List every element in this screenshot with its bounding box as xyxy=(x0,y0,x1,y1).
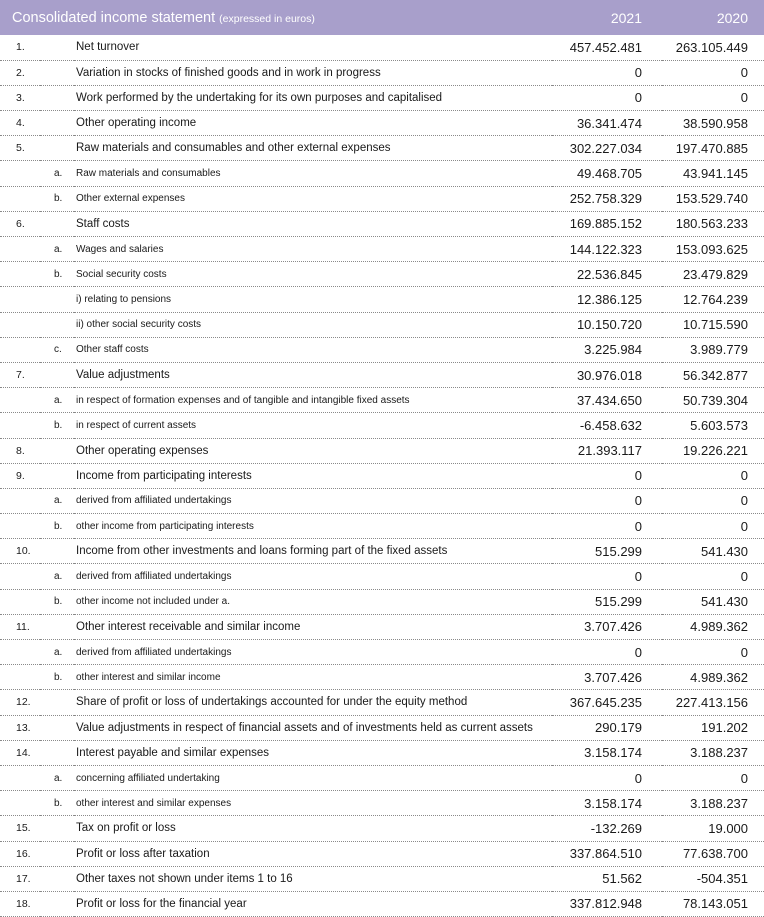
row-label: other interest and similar income xyxy=(74,665,552,690)
table-row xyxy=(0,539,764,564)
row-sub-letter: b. xyxy=(40,514,74,539)
row-label: Income from other investments and loans forming part of the fixed assets xyxy=(74,539,552,564)
value-2021: 10.150.720 xyxy=(552,312,662,337)
row-label: Social security costs xyxy=(74,262,552,287)
row-sub-letter: b. xyxy=(40,589,74,614)
value-2020: 0 xyxy=(662,488,764,513)
table-row xyxy=(0,287,764,312)
row-label: Work performed by the undertaking for its own purposes and capitalised xyxy=(74,85,552,110)
value-2021: 0 xyxy=(552,60,662,85)
value-2020: 153.529.740 xyxy=(662,186,764,211)
table-row xyxy=(0,388,764,413)
row-number: 2. xyxy=(0,60,40,85)
value-2020: 0 xyxy=(662,463,764,488)
row-sub-letter: b. xyxy=(40,262,74,287)
table-row xyxy=(0,740,764,765)
currency-note: (expressed in euros) xyxy=(219,12,315,25)
row-label: Tax on profit or loss xyxy=(74,816,552,841)
table-header xyxy=(0,0,764,35)
value-2020: 38.590.958 xyxy=(662,111,764,136)
value-2020: 153.093.625 xyxy=(662,237,764,262)
value-2021: 49.468.705 xyxy=(552,161,662,186)
table-row xyxy=(0,841,764,866)
row-label: concerning affiliated undertaking xyxy=(74,765,552,790)
row-number xyxy=(0,665,40,690)
row-sub-letter xyxy=(40,312,74,337)
value-2021: 144.122.323 xyxy=(552,237,662,262)
value-2020: 78.143.051 xyxy=(662,891,764,916)
table-row xyxy=(0,438,764,463)
row-number xyxy=(0,287,40,312)
row-label: other interest and similar expenses xyxy=(74,791,552,816)
row-sub-letter: a. xyxy=(40,564,74,589)
table-row xyxy=(0,690,764,715)
table-row xyxy=(0,715,764,740)
table-row xyxy=(0,463,764,488)
row-sub-letter xyxy=(40,539,74,564)
row-number: 17. xyxy=(0,866,40,891)
row-label: Wages and salaries xyxy=(74,237,552,262)
row-label: Raw materials and consumables and other external expenses xyxy=(74,136,552,161)
row-number xyxy=(0,514,40,539)
row-sub-letter xyxy=(40,211,74,236)
row-sub-letter xyxy=(40,841,74,866)
row-label: derived from affiliated undertakings xyxy=(74,488,552,513)
value-2021: 457.452.481 xyxy=(552,35,662,60)
table-row xyxy=(0,161,764,186)
value-2020: 5.603.573 xyxy=(662,413,764,438)
table-row xyxy=(0,514,764,539)
table-row xyxy=(0,589,764,614)
row-label: Income from participating interests xyxy=(74,463,552,488)
row-sub-letter: a. xyxy=(40,765,74,790)
row-sub-letter xyxy=(40,866,74,891)
row-number: 13. xyxy=(0,715,40,740)
row-label: Interest payable and similar expenses xyxy=(74,740,552,765)
value-2021: 302.227.034 xyxy=(552,136,662,161)
row-number xyxy=(0,237,40,262)
value-2021: 0 xyxy=(552,463,662,488)
row-label: in respect of current assets xyxy=(74,413,552,438)
value-2020: 50.739.304 xyxy=(662,388,764,413)
value-2020: 227.413.156 xyxy=(662,690,764,715)
value-2021: 337.864.510 xyxy=(552,841,662,866)
row-number xyxy=(0,337,40,362)
row-sub-letter xyxy=(40,715,74,740)
table-row xyxy=(0,262,764,287)
value-2021: 0 xyxy=(552,488,662,513)
row-number xyxy=(0,413,40,438)
table-row xyxy=(0,237,764,262)
table-row xyxy=(0,413,764,438)
row-number: 9. xyxy=(0,463,40,488)
value-2020: 3.989.779 xyxy=(662,337,764,362)
value-2021: 252.758.329 xyxy=(552,186,662,211)
row-sub-letter: a. xyxy=(40,161,74,186)
value-2020: -504.351 xyxy=(662,866,764,891)
row-sub-letter xyxy=(40,740,74,765)
value-2021: 3.158.174 xyxy=(552,791,662,816)
row-number: 10. xyxy=(0,539,40,564)
row-number: 11. xyxy=(0,614,40,639)
value-2020: 19.226.221 xyxy=(662,438,764,463)
value-2021: 0 xyxy=(552,640,662,665)
value-2020: 0 xyxy=(662,765,764,790)
row-label: Other operating expenses xyxy=(74,438,552,463)
row-sub-letter xyxy=(40,136,74,161)
value-2020: 0 xyxy=(662,514,764,539)
value-2021: 3.225.984 xyxy=(552,337,662,362)
value-2021: 290.179 xyxy=(552,715,662,740)
value-2020: 43.941.145 xyxy=(662,161,764,186)
value-2020: 263.105.449 xyxy=(662,35,764,60)
row-number xyxy=(0,640,40,665)
value-2020: 3.188.237 xyxy=(662,740,764,765)
value-2020: 0 xyxy=(662,564,764,589)
table-body xyxy=(0,35,764,917)
row-sub-letter xyxy=(40,35,74,60)
row-number xyxy=(0,388,40,413)
row-number: 3. xyxy=(0,85,40,110)
value-2020: 23.479.829 xyxy=(662,262,764,287)
row-label: in respect of formation expenses and of tangible and intangible fixed assets xyxy=(74,388,552,413)
row-sub-letter: b. xyxy=(40,186,74,211)
row-number: 18. xyxy=(0,891,40,916)
year-2021-header: 2021 xyxy=(552,0,662,35)
value-2020: 3.188.237 xyxy=(662,791,764,816)
row-label: derived from affiliated undertakings xyxy=(74,640,552,665)
table-row xyxy=(0,186,764,211)
table-row xyxy=(0,312,764,337)
row-number: 5. xyxy=(0,136,40,161)
row-sub-letter xyxy=(40,438,74,463)
year-2020-header: 2020 xyxy=(662,0,764,35)
row-number: 16. xyxy=(0,841,40,866)
header-row xyxy=(0,0,764,35)
table-row xyxy=(0,362,764,387)
row-label: Value adjustments in respect of financial assets and of investments held as current assets xyxy=(74,715,552,740)
table-row xyxy=(0,337,764,362)
value-2020: 4.989.362 xyxy=(662,614,764,639)
row-sub-letter: a. xyxy=(40,237,74,262)
row-label: Other staff costs xyxy=(74,337,552,362)
table-row xyxy=(0,665,764,690)
row-label: Net turnover xyxy=(74,35,552,60)
table-row xyxy=(0,614,764,639)
row-sub-letter: a. xyxy=(40,640,74,665)
value-2021: 337.812.948 xyxy=(552,891,662,916)
table-row xyxy=(0,35,764,60)
value-2021: 0 xyxy=(552,85,662,110)
value-2020: 0 xyxy=(662,640,764,665)
row-number: 1. xyxy=(0,35,40,60)
row-number xyxy=(0,312,40,337)
value-2021: 3.158.174 xyxy=(552,740,662,765)
row-label: Other external expenses xyxy=(74,186,552,211)
value-2021: 169.885.152 xyxy=(552,211,662,236)
row-sub-letter xyxy=(40,287,74,312)
row-sub-letter: b. xyxy=(40,665,74,690)
row-sub-letter xyxy=(40,85,74,110)
value-2020: 56.342.877 xyxy=(662,362,764,387)
table-row xyxy=(0,891,764,916)
value-2020: 19.000 xyxy=(662,816,764,841)
table-row xyxy=(0,640,764,665)
statement-title-text: Consolidated income statement xyxy=(12,9,216,26)
row-sub-letter xyxy=(40,690,74,715)
value-2020: 10.715.590 xyxy=(662,312,764,337)
value-2020: 180.563.233 xyxy=(662,211,764,236)
value-2020: 0 xyxy=(662,60,764,85)
row-number: 7. xyxy=(0,362,40,387)
value-2020: 12.764.239 xyxy=(662,287,764,312)
table-row xyxy=(0,816,764,841)
value-2020: 4.989.362 xyxy=(662,665,764,690)
value-2021: 515.299 xyxy=(552,539,662,564)
row-number xyxy=(0,791,40,816)
table-row xyxy=(0,791,764,816)
value-2021: 515.299 xyxy=(552,589,662,614)
value-2021: 51.562 xyxy=(552,866,662,891)
row-number: 6. xyxy=(0,211,40,236)
row-label: Profit or loss for the financial year xyxy=(74,891,552,916)
row-number: 15. xyxy=(0,816,40,841)
row-sub-letter xyxy=(40,60,74,85)
row-sub-letter xyxy=(40,614,74,639)
row-label: derived from affiliated undertakings xyxy=(74,564,552,589)
row-label: Other taxes not shown under items 1 to 16 xyxy=(74,866,552,891)
row-sub-letter: a. xyxy=(40,488,74,513)
row-sub-letter xyxy=(40,463,74,488)
row-label: Share of profit or loss of undertakings accounted for under the equity method xyxy=(74,690,552,715)
table-row xyxy=(0,866,764,891)
table-row xyxy=(0,60,764,85)
value-2020: 0 xyxy=(662,85,764,110)
row-number: 8. xyxy=(0,438,40,463)
row-sub-letter: b. xyxy=(40,413,74,438)
row-label: Value adjustments xyxy=(74,362,552,387)
row-sub-letter xyxy=(40,891,74,916)
value-2021: 37.434.650 xyxy=(552,388,662,413)
row-sub-letter xyxy=(40,362,74,387)
value-2021: 0 xyxy=(552,765,662,790)
table-row xyxy=(0,111,764,136)
statement-title xyxy=(0,0,552,35)
row-label: i) relating to pensions xyxy=(74,287,552,312)
row-number: 12. xyxy=(0,690,40,715)
row-label: other income from participating interests xyxy=(74,514,552,539)
value-2021: 0 xyxy=(552,514,662,539)
row-number: 4. xyxy=(0,111,40,136)
row-number xyxy=(0,262,40,287)
table-row xyxy=(0,488,764,513)
row-sub-letter: a. xyxy=(40,388,74,413)
table-row xyxy=(0,85,764,110)
row-sub-letter xyxy=(40,111,74,136)
table-row xyxy=(0,136,764,161)
row-number xyxy=(0,564,40,589)
row-label: other income not included under a. xyxy=(74,589,552,614)
row-label: ii) other social security costs xyxy=(74,312,552,337)
row-number xyxy=(0,186,40,211)
row-label: Raw materials and consumables xyxy=(74,161,552,186)
value-2021: 0 xyxy=(552,564,662,589)
value-2020: 77.638.700 xyxy=(662,841,764,866)
table-row xyxy=(0,564,764,589)
row-number xyxy=(0,589,40,614)
row-label: Profit or loss after taxation xyxy=(74,841,552,866)
value-2021: -6.458.632 xyxy=(552,413,662,438)
value-2021: 12.386.125 xyxy=(552,287,662,312)
row-label: Variation in stocks of finished goods and in work in progress xyxy=(74,60,552,85)
value-2021: 3.707.426 xyxy=(552,665,662,690)
value-2020: 191.202 xyxy=(662,715,764,740)
row-number xyxy=(0,765,40,790)
value-2021: 22.536.845 xyxy=(552,262,662,287)
value-2020: 541.430 xyxy=(662,589,764,614)
value-2021: 21.393.117 xyxy=(552,438,662,463)
row-sub-letter xyxy=(40,816,74,841)
row-number: 14. xyxy=(0,740,40,765)
table-row xyxy=(0,211,764,236)
value-2021: 36.341.474 xyxy=(552,111,662,136)
value-2020: 197.470.885 xyxy=(662,136,764,161)
row-number xyxy=(0,488,40,513)
value-2021: -132.269 xyxy=(552,816,662,841)
row-number xyxy=(0,161,40,186)
value-2020: 541.430 xyxy=(662,539,764,564)
value-2021: 367.645.235 xyxy=(552,690,662,715)
row-label: Staff costs xyxy=(74,211,552,236)
row-label: Other interest receivable and similar income xyxy=(74,614,552,639)
row-sub-letter: b. xyxy=(40,791,74,816)
value-2021: 3.707.426 xyxy=(552,614,662,639)
row-sub-letter: c. xyxy=(40,337,74,362)
row-label: Other operating income xyxy=(74,111,552,136)
value-2021: 30.976.018 xyxy=(552,362,662,387)
table-row xyxy=(0,765,764,790)
